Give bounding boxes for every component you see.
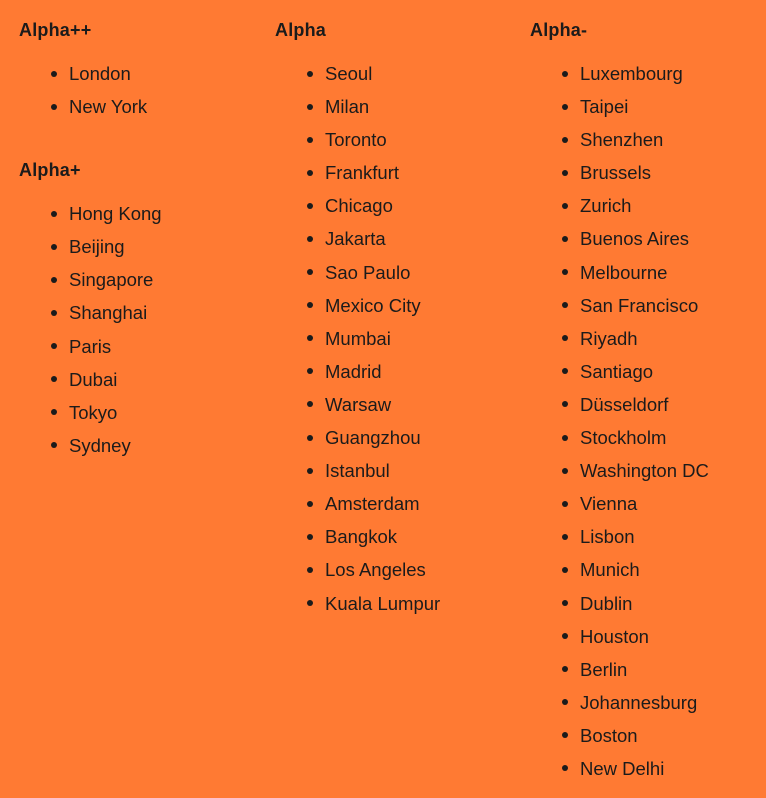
city-name: Warsaw (325, 393, 392, 415)
bullet-icon (51, 244, 57, 250)
city-list-item (19, 57, 259, 90)
city-list-item (530, 388, 766, 421)
city-list (19, 197, 259, 462)
bullet-icon (51, 409, 57, 415)
city-list-item (19, 396, 259, 429)
bullet-icon (562, 170, 568, 176)
city-list-item (19, 263, 259, 296)
bullet-icon (51, 211, 57, 217)
city-name: Brussels (580, 162, 651, 184)
city-name: New Delhi (580, 757, 665, 779)
city-name: Vienna (580, 493, 638, 515)
tier-section (530, 0, 766, 785)
city-name: Toronto (325, 129, 387, 151)
city-list-item (530, 90, 766, 123)
bullet-icon (307, 203, 313, 209)
city-name: Boston (580, 724, 638, 746)
bullet-icon (562, 501, 568, 507)
bullet-icon (562, 335, 568, 341)
city-list-item (275, 57, 515, 90)
city-name: Buenos Aires (580, 228, 690, 250)
city-name: Mumbai (325, 327, 391, 349)
bullet-icon (562, 368, 568, 374)
city-name: Lisbon (580, 526, 635, 548)
city-list-item (530, 620, 766, 653)
city-name: Chicago (325, 195, 393, 217)
bullet-icon (51, 442, 57, 448)
city-name: Paris (69, 335, 112, 357)
bullet-icon (562, 534, 568, 540)
city-name: Tokyo (69, 401, 118, 423)
tier-section (19, 123, 259, 462)
tier-title: Alpha+ (19, 160, 81, 181)
bullet-icon (307, 567, 313, 573)
city-list-item (275, 355, 515, 388)
city-list-item (530, 553, 766, 586)
bullet-icon (307, 401, 313, 407)
city-list-item (275, 388, 515, 421)
column-alpha (275, 0, 515, 620)
city-list-item (530, 289, 766, 322)
tier-title: Alpha++ (19, 20, 92, 40)
bullet-icon (307, 468, 313, 474)
bullet-icon (562, 468, 568, 474)
city-list-item (530, 719, 766, 752)
city-list-item (530, 487, 766, 520)
bullet-icon (307, 600, 313, 606)
bullet-icon (307, 501, 313, 507)
bullet-icon (307, 137, 313, 143)
city-list-item (530, 189, 766, 222)
city-list-item (19, 363, 259, 396)
bullet-icon (307, 71, 313, 77)
bullet-icon (307, 435, 313, 441)
city-list-item (530, 421, 766, 454)
city-name: New York (69, 96, 148, 118)
city-name: Frankfurt (325, 162, 400, 184)
bullet-icon (307, 335, 313, 341)
bullet-icon (562, 765, 568, 771)
bullet-icon (562, 269, 568, 275)
tier-title: Alpha (275, 20, 327, 40)
city-name: Dubai (69, 368, 118, 390)
city-name: Shenzhen (580, 129, 664, 151)
city-name: Luxembourg (580, 63, 683, 84)
bullet-icon (562, 104, 568, 110)
city-list-item (275, 123, 515, 156)
city-list-item (530, 752, 766, 785)
city-name: Taipei (580, 96, 629, 118)
city-name: Madrid (325, 360, 382, 382)
city-name: Guangzhou (325, 427, 421, 449)
city-name: Mexico City (325, 294, 421, 316)
city-name: Sao Paulo (325, 261, 411, 283)
bullet-icon (307, 104, 313, 110)
bullet-icon (562, 732, 568, 738)
bullet-icon (51, 343, 57, 349)
bullet-icon (562, 302, 568, 308)
bullet-icon (51, 376, 57, 382)
column-alpha-minus (530, 0, 766, 785)
city-list-item (19, 90, 259, 123)
city-list-item (275, 587, 515, 620)
city-name: Jakarta (325, 228, 386, 250)
tier-section (19, 0, 259, 123)
bullet-icon (562, 699, 568, 705)
city-name: Riyadh (580, 327, 638, 349)
city-name: Washington DC (580, 460, 709, 482)
city-name: Seoul (325, 63, 373, 84)
city-list-item (275, 322, 515, 355)
city-list-item (530, 123, 766, 156)
city-name: Johannesburg (580, 691, 698, 713)
bullet-icon (51, 277, 57, 283)
city-list-item (275, 256, 515, 289)
city-name: Istanbul (325, 460, 390, 482)
city-list-item (275, 487, 515, 520)
city-name: Beijing (69, 236, 125, 258)
bullet-icon (562, 236, 568, 242)
city-list-item (275, 222, 515, 255)
city-list (275, 57, 515, 620)
city-list-item (530, 587, 766, 620)
city-list-item (275, 553, 515, 586)
city-name: Sydney (69, 434, 131, 456)
bullet-icon (562, 401, 568, 407)
bullet-icon (562, 435, 568, 441)
bullet-icon (562, 666, 568, 672)
city-name: Dublin (580, 592, 633, 614)
city-name: Houston (580, 625, 649, 647)
city-name: Shanghai (69, 302, 148, 324)
city-list-item (530, 653, 766, 686)
city-list-item (275, 289, 515, 322)
city-list-item (530, 454, 766, 487)
city-name: Zurich (580, 195, 632, 217)
city-name: San Francisco (580, 294, 699, 316)
city-name: Berlin (580, 658, 628, 680)
city-list-item (530, 355, 766, 388)
city-list-item (530, 57, 766, 90)
city-list-item (19, 296, 259, 329)
bullet-icon (562, 600, 568, 606)
bullet-icon (307, 236, 313, 242)
city-list-item (275, 156, 515, 189)
city-list-item (19, 330, 259, 363)
city-list-item (275, 90, 515, 123)
bullet-icon (562, 567, 568, 573)
city-name: Milan (325, 96, 370, 118)
tier-section (275, 0, 515, 620)
city-list-item (275, 421, 515, 454)
bullet-icon (562, 71, 568, 77)
city-list-item (530, 520, 766, 553)
bullet-icon (307, 302, 313, 308)
bullet-icon (307, 368, 313, 374)
tier-title: Alpha- (530, 20, 588, 40)
city-list-item (530, 222, 766, 255)
city-name: Singapore (69, 269, 154, 291)
city-list-item (19, 429, 259, 462)
city-name: Düsseldorf (580, 393, 669, 415)
city-list-item (530, 322, 766, 355)
city-list-item (530, 256, 766, 289)
city-list-item (530, 686, 766, 719)
bullet-icon (51, 71, 57, 77)
city-name: Bangkok (325, 526, 397, 548)
city-list-item (275, 454, 515, 487)
city-name: Amsterdam (325, 493, 420, 515)
city-name: Hong Kong (69, 203, 162, 225)
city-name: Los Angeles (325, 559, 426, 581)
bullet-icon (307, 170, 313, 176)
city-name: London (69, 63, 131, 84)
city-name: Melbourne (580, 261, 668, 283)
bullet-icon (307, 269, 313, 275)
city-list (530, 57, 766, 785)
bullet-icon (562, 203, 568, 209)
city-name: Kuala Lumpur (325, 592, 441, 614)
city-list (19, 57, 259, 123)
city-list-item (19, 197, 259, 230)
bullet-icon (307, 534, 313, 540)
city-list-item (275, 189, 515, 222)
city-list-item (19, 230, 259, 263)
bullet-icon (51, 310, 57, 316)
bullet-icon (51, 104, 57, 110)
bullet-icon (562, 633, 568, 639)
city-name: Munich (580, 559, 640, 581)
column-alpha-plus-plus-and-plus (19, 0, 259, 462)
city-name: Santiago (580, 360, 654, 382)
city-list-item (530, 156, 766, 189)
city-list-item (275, 520, 515, 553)
bullet-icon (562, 137, 568, 143)
city-name: Stockholm (580, 427, 667, 449)
